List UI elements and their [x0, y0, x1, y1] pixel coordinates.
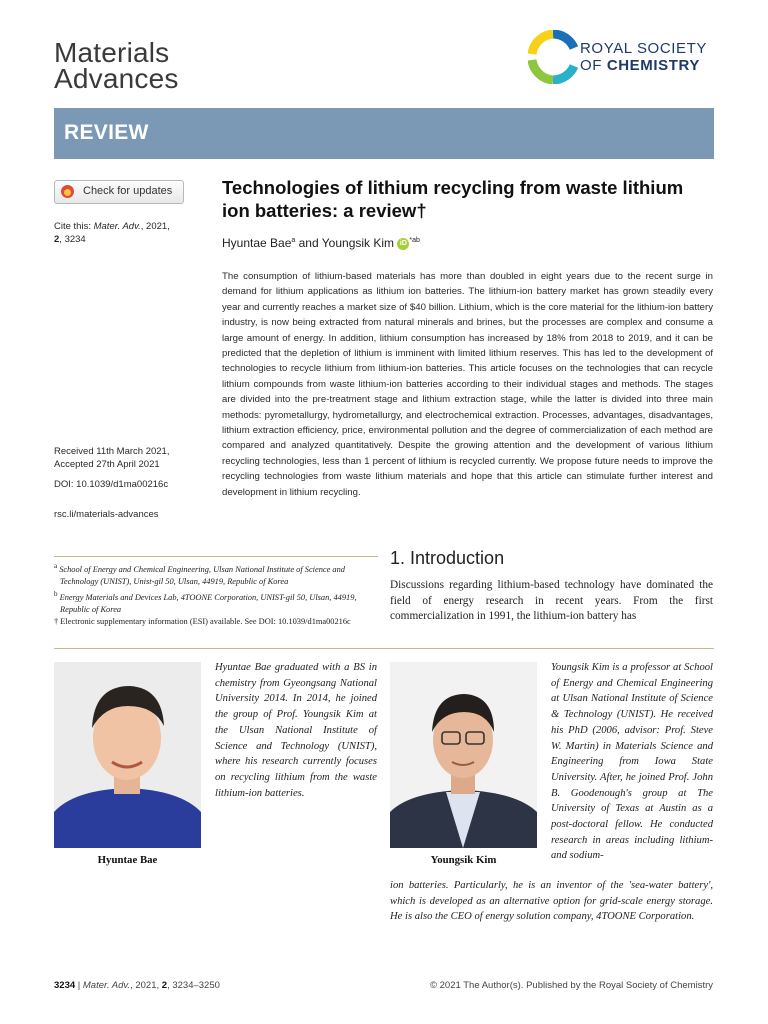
- author-name[interactable]: Hyuntae Bae: [222, 236, 292, 250]
- journal-name-line2: Advances: [54, 63, 179, 94]
- photo-caption: Hyuntae Bae: [97, 854, 158, 866]
- affiliation-b: $^b$ Energy Materials and Devices Lab, 4TOONE Corporation, UNIST-gil 50, Ulsan, 44919, Republic of Korea: [54, 590, 357, 615]
- article-title: Technologies of lithium recycling from waste lithium ion batteries: a review†: [222, 177, 684, 221]
- journal-name-line1: Materials: [54, 37, 170, 68]
- author-list: Hyuntae Bae$^a$ and Youngsik Kim iD $^{*ab}$: [222, 236, 420, 250]
- portrait-image: [390, 662, 537, 848]
- check-for-updates-label: Check for updates: [83, 185, 173, 197]
- author-bio-kim-continued: ion batteries. Particularly, he is an inventor of the 'sea-water battery', which is developed as an alternative option for grid-scale energy storage. He is also the CEO of energy solution company, 4TOONE Corporation.: [390, 880, 713, 923]
- author-name[interactable]: Youngsik Kim: [321, 236, 395, 250]
- esi-note: † Electronic supplementary information (ESI) available. See DOI: 10.1039/d1ma00216c: [54, 617, 351, 627]
- intro-paragraph: Discussions regarding lithium-based technology have dominated the field of energy research in recent years. From the first commercialization in 1991, the lithium-ion battery has: [390, 579, 713, 623]
- section-heading: 1. Introduction: [390, 548, 505, 568]
- author-photo-kim: [390, 662, 537, 848]
- author-bio-bae: Hyuntae Bae graduated with a BS in chemistry from Gyeongsang National University 2014. In 2014, he joined the group of Prof. Youngsik Kim at the Ulsan National Institute of Science and Technology (UNIST), where his research currently focuses on recycling lithium from the waste lithium-ion batteries.: [215, 662, 377, 799]
- article-type-banner: [54, 108, 714, 159]
- article-type-label: REVIEW: [64, 121, 149, 144]
- doi-link[interactable]: DOI: 10.1039/d1ma00216c: [54, 479, 169, 490]
- check-for-updates-button[interactable]: [54, 180, 184, 204]
- journal-name: [54, 37, 179, 94]
- received-date: Received 11th March 2021,: [54, 446, 170, 457]
- photo-caption: Youngsik Kim: [430, 854, 497, 866]
- orcid-icon[interactable]: iD: [397, 238, 409, 250]
- author-photo-bae: [54, 662, 201, 848]
- publisher-line2: OF CHEMISTRY: [580, 57, 700, 74]
- author-bio-kim: Youngsik Kim is a professor at School of Energy and Chemical Engineering at Ulsan National Institute of Science & Technology (UNIST). He received his PhD (2006, advisor: Prof. Steve W. Martin) in Materials Science and Engineering from Iowa State University. After, he joined Prof. John B. Goodenough's group at The University of Texas at Austin as a post-doctoral fellow. He conducted research in areas including lithium- and sodium-: [551, 662, 713, 862]
- publisher-name: [580, 40, 707, 74]
- accepted-date: Accepted 27th April 2021: [54, 459, 160, 470]
- abstract: The consumption of lithium-based materials has more than doubled in eight years due to the recent surge in demand for lithium applications as lithium ion batteries. The lithium-ion battery market has grown steadily every year and currently reaches a market size of $40 billion. Lithium, which is the core material for the lithium-ion battery industry, is now being extracted from natural minerals and brines, but the processes are complex and consume a large amount of energy. In addition, lithium consumption has increased by 18% from 2018 to 2019, and it can be predicted that the depletion of lithium is imminent with limited lithium reserves. This has led to the development of technologies to recycle lithium from lithium-ion batteries. This article focuses on the technologies that can recycle lithium compounds from waste lithium-ion batteries according to their individual stages and methods. The stages are divided into the pre-treatment stage and lithium extraction stage, while the latter is divided into three main methods: pyrometallurgy, hydrometallurgy, and electrochemical extraction. Processes, advantages, disadvantages, lithium extraction efficiency, price, environmental pollution and the degree of commercialization of each method are compared and analyzed quantitatively. Despite the growing attention and the development of various lithium recycling technologies, less than 1 percent of lithium is recycled currently. We propose future needs to improve the recycling technologies from waste lithium materials and hope that this article can stimulate further interest and development in lithium recycling.: [222, 271, 713, 498]
- affiliation-a: $^a$ School of Energy and Chemical Engineering, Ulsan National Institute of Science and Technology (UNIST), Unist-gil 50, Ulsan, 44919, Republic of Korea: [54, 562, 345, 586]
- page-footer-left: 3234 | Mater. Adv., 2021, 2, 3234–3250: [54, 980, 220, 991]
- footnote-divider: [54, 556, 378, 557]
- publisher-line1: ROYAL SOCIETY: [580, 40, 707, 57]
- cite-this: Cite this: Mater. Adv., 2021, 2, 3234: [54, 221, 170, 245]
- rsc-logo-icon: [528, 30, 578, 84]
- portrait-image: [54, 662, 201, 848]
- journal-site-link[interactable]: rsc.li/materials-advances: [54, 509, 159, 520]
- affiliation-footnotes: [54, 560, 384, 629]
- crossmark-icon: [61, 185, 74, 198]
- copyright-notice: © 2021 The Author(s). Published by the Royal Society of Chemistry: [430, 980, 713, 991]
- bio-divider: [54, 648, 714, 649]
- page-number: 3234: [54, 980, 76, 991]
